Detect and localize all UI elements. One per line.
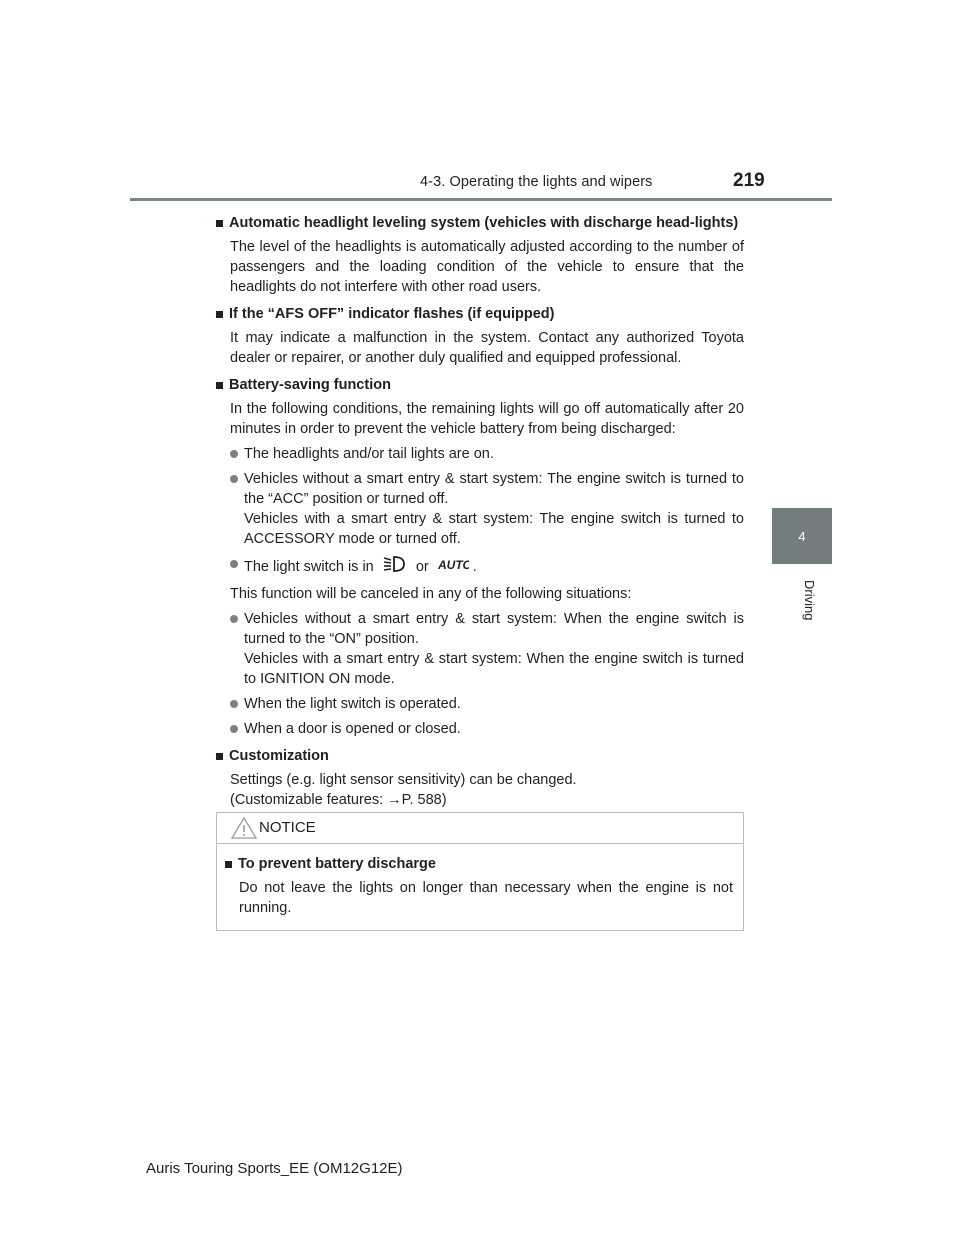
dot-bullet-icon [230,725,238,733]
square-bullet-icon [216,382,223,389]
auto-icon [437,557,469,577]
condition-text: Vehicles with a smart entry & start system: The engine switch is turned to ACCESSORY mode or turned off. [244,511,744,547]
section-afs [216,304,744,368]
svg-text:AUTO: AUTO [437,558,469,571]
chapter-label: Driving [802,580,817,621]
list-item: When the light switch is operated. [216,694,744,714]
dot-bullet-icon [230,615,238,623]
customization-line: Settings (e.g. light sensor sensitivity) can be changed. [230,772,577,788]
switch-suffix: . [472,558,477,575]
main-content [216,206,744,810]
warning-triangle-icon [231,817,257,844]
condition-text: Vehicles without a smart entry & start system: The engine switch is turned to the “ACC” position or turned off. [244,471,744,507]
header-rule [130,198,832,201]
section-heading: Automatic headlight leveling system (vehicles with discharge head-lights) [229,215,739,231]
switch-prefix: The light switch is in [244,558,374,575]
section-text: In the following conditions, the remaining lights will go off automatically after 20 minutes in order to prevent the vehicle battery from being discharged: [230,401,744,437]
page-number: 219 [733,170,765,191]
cancel-text: Vehicles without a smart entry & start system: When the engine switch is turned to the “ON” position. [244,611,744,647]
notice-title: NOTICE [259,819,316,836]
chapter-number: 4 [798,528,806,544]
dot-bullet-icon [230,450,238,458]
section-title: 4-3. Operating the lights and wipers [420,174,653,190]
dot-bullet-icon [230,475,238,483]
chapter-tab [772,508,832,564]
customization-reference: (Customizable features: →P. 588) [230,792,447,808]
notice-text: Do not leave the lights on longer than necessary when the engine is not running. [239,880,733,916]
list-item: The headlights and/or tail lights are on. [216,444,744,464]
switch-or: or [415,558,429,575]
cancel-intro: This function will be canceled in any of the following situations: [230,586,632,602]
headlight-icon [382,554,408,580]
section-heading: If the “AFS OFF” indicator flashes (if equipped) [229,306,555,322]
list-item [216,609,744,689]
document-footer: Auris Touring Sports_EE (OM12G12E) [146,1160,403,1177]
section-customization [216,746,744,810]
square-bullet-icon [216,220,223,227]
section-text: The level of the headlights is automatically adjusted according to the number of passengers and the loading condition of the vehicle to ensure that the headlights do not interfere with other road users. [230,239,744,295]
square-bullet-icon [216,311,223,318]
section-heading: Battery-saving function [229,377,391,393]
notice-heading: To prevent battery discharge [238,856,436,872]
list-item: When a door is opened or closed. [216,719,744,739]
cancel-text: Vehicles with a smart entry & start system: When the engine switch is turned to IGNITION ON mode. [244,651,744,687]
dot-bullet-icon [230,560,238,568]
notice-box [216,812,744,931]
section-leveling [216,213,744,297]
section-battery [216,375,744,739]
section-heading: Customization [229,748,329,764]
list-item [216,469,744,549]
list-item [216,554,744,580]
section-text: It may indicate a malfunction in the system. Contact any authorized Toyota dealer or repairer, or another duly qualified and equipped professional. [230,330,744,366]
square-bullet-icon [225,861,232,868]
square-bullet-icon [216,753,223,760]
dot-bullet-icon [230,700,238,708]
